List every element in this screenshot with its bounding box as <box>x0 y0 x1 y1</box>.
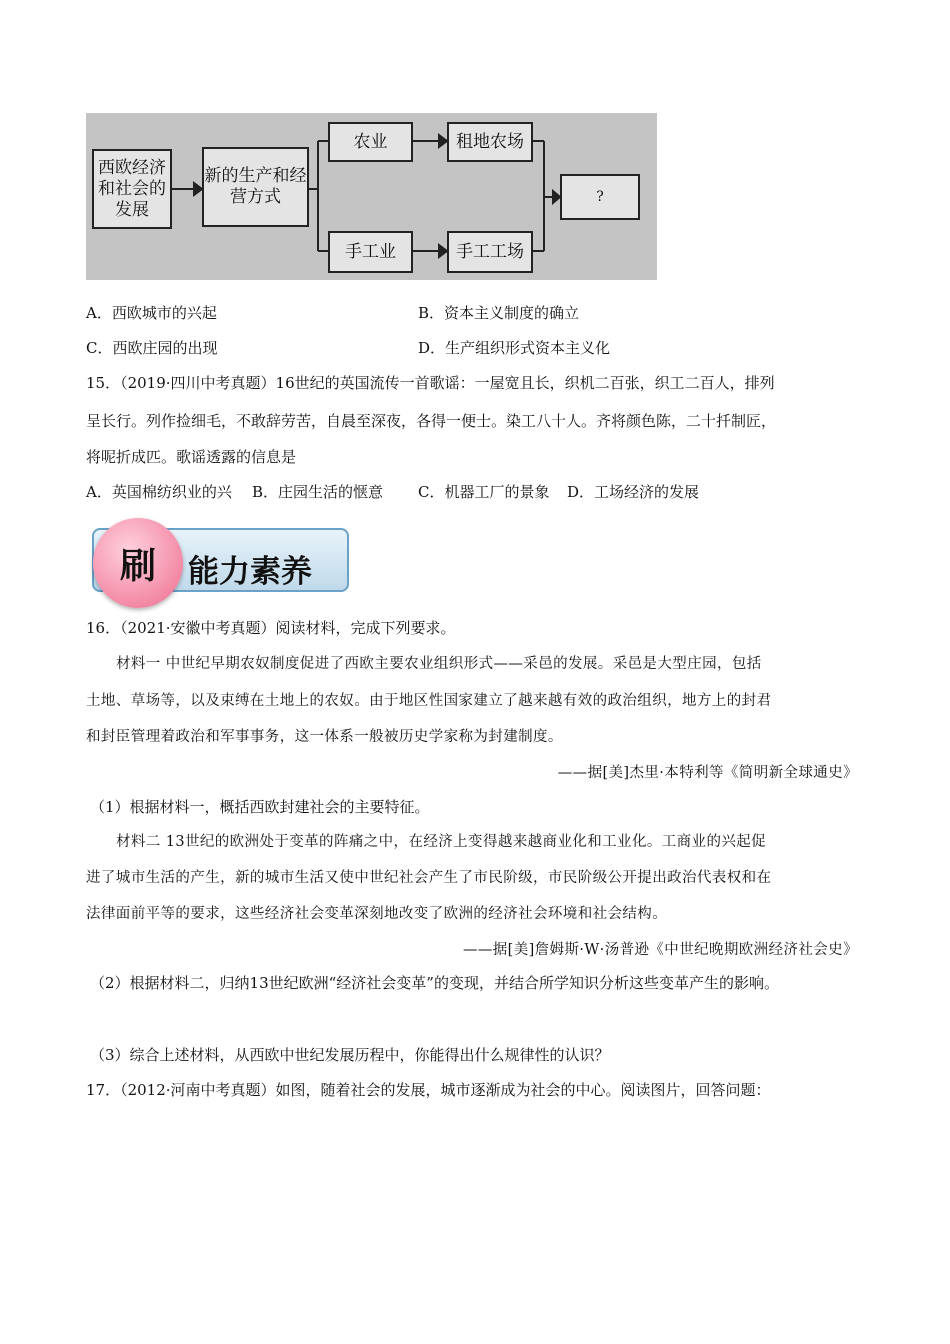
q16-material-2-source: ——据[美]詹姆斯·W·汤普逊《中世纪晚期欧洲经济社会史》 <box>462 942 858 958</box>
q16-material-2-line-2: 进了城市生活的产生，新的城市生活又使中世纪社会产生了市民阶级，市民阶级公开提出政治代表权和在 <box>86 870 772 886</box>
q15-stem-line-1: 15．（2019·四川中考真题）16世纪的英国流传一首歌谣：一屋宽且长，织机二百张，织工二百人，排列 <box>86 374 775 392</box>
diagram-box-handicraft: 手工业 <box>328 231 413 273</box>
diagram-box-workshop: 手工工场 <box>447 231 533 273</box>
q17-stem: 17．（2012·河南中考真题）如图，随着社会的发展，城市逐渐成为社会的中心。阅读图片，回答问题： <box>86 1081 771 1099</box>
q16-material-1-line-1: 材料一 中世纪早期农奴制度促进了西欧主要农业组织形式——采邑的发展。采邑是大型庄园，包括 <box>116 656 762 672</box>
q16-material-2-line-3: 法律面前平等的要求，这些经济社会变革深刻地改变了欧洲的经济社会环境和社会结构。 <box>86 906 668 922</box>
flow-diagram <box>86 113 657 280</box>
q16-material-1-source: ——据[美]杰里·本特利等《简明新全球通史》 <box>557 765 858 781</box>
diagram-box-rent-farm: 租地农场 <box>447 122 533 162</box>
q16-intro: 16．（2021·安徽中考真题）阅读材料，完成下列要求。 <box>86 619 456 637</box>
q14-option-b: B．资本主义制度的确立 <box>418 304 580 322</box>
diagram-box-method: 新的生产和经营方式 <box>202 147 309 227</box>
q16-material-2-line-1: 材料二 13世纪的欧洲处于变革的阵痛之中，在经济上变得越来越商业化和工业化。工商业的兴起促 <box>116 834 767 850</box>
q14-option-d: D．生产组织形式资本主义化 <box>418 339 611 357</box>
diagram-box-agriculture: 农业 <box>328 122 413 162</box>
section-badge: 刷 <box>93 518 183 608</box>
q16-subquestion-2: （2）根据材料二，归纳13世纪欧洲“经济社会变革”的变现，并结合所学知识分析这些变革产生的影响。 <box>90 974 779 992</box>
q15-stem-line-2: 呈长行。列作捡细毛，不敢辞劳苦，自晨至深夜，各得一便士。染工八十人。齐将颜色陈，二十扦制匠， <box>86 412 777 430</box>
q15-option-d: D．工场经济的发展 <box>567 483 700 501</box>
q15-stem-line-3: 将呢折成匹。歌谣透露的信息是 <box>86 448 297 466</box>
q15-option-c: C．机器工厂的景象 <box>418 483 550 501</box>
q15-option-a: A．英国棉纺织业的兴 <box>86 483 232 501</box>
q16-material-1-line-3: 和封臣管理着政治和军事事务，这一体系一般被历史学家称为封建制度。 <box>86 729 563 745</box>
q15-option-b: B．庄园生活的惬意 <box>252 483 384 501</box>
diagram-box-origin: 西欧经济和社会的发展 <box>92 149 172 229</box>
q16-subquestion-3: （3）综合上述材料，从西欧中世纪发展历程中，你能得出什么规律性的认识？ <box>90 1046 610 1064</box>
section-title: 能力素养 <box>188 554 312 590</box>
q14-option-a: A．西欧城市的兴起 <box>86 304 217 322</box>
diagram-box-unknown: ? <box>560 174 640 220</box>
q14-option-c: C．西欧庄园的出现 <box>86 339 218 357</box>
q16-material-1-line-2: 土地、草场等，以及束缚在土地上的农奴。由于地区性国家建立了越来越有效的政治组织，地方上的封君 <box>86 693 772 709</box>
q16-subquestion-1: （1）根据材料一，概括西欧封建社会的主要特征。 <box>90 798 430 816</box>
